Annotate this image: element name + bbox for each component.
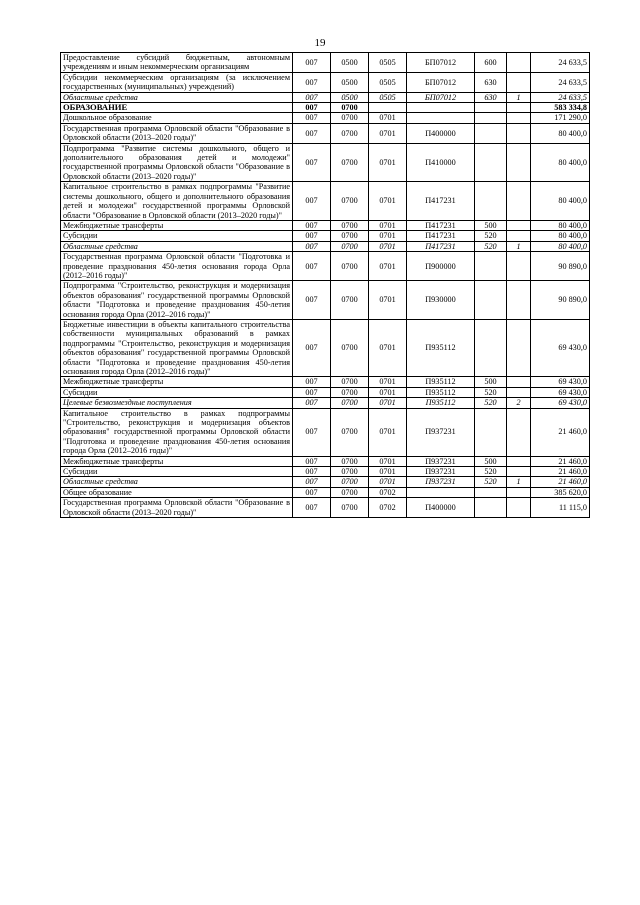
amount-cell: 69 430,0 (531, 387, 590, 397)
funding-source-cell (507, 220, 531, 230)
funding-source-cell (507, 123, 531, 143)
target-article-cell: БП07012 (407, 92, 475, 102)
ministry-code-cell: 007 (293, 377, 331, 387)
section-code-cell: 0700 (331, 113, 369, 123)
subsection-code-cell: 0701 (369, 467, 407, 477)
subsection-code-cell: 0701 (369, 408, 407, 456)
item-name-cell: Общее образование (61, 487, 293, 497)
table-row (61, 143, 590, 182)
table-row (61, 92, 590, 102)
target-article-cell (407, 113, 475, 123)
target-article-cell: П935112 (407, 387, 475, 397)
target-article-cell (407, 103, 475, 113)
amount-cell: 21 460,0 (531, 467, 590, 477)
subsection-code-cell: 0701 (369, 252, 407, 281)
subsection-code-cell (369, 103, 407, 113)
amount-cell: 80 400,0 (531, 182, 590, 221)
ministry-code-cell: 007 (293, 72, 331, 92)
section-code-cell: 0700 (331, 487, 369, 497)
item-name-cell: Бюджетные инвестиции в объекты капитального строительства собственности муниципальных образований в рамках подпрограммы "Строительство, реконструкция и модернизация объектов образования" государственной программы Орловской области "Подготовка и проведение празднования 450-летия основания города Орла (2012–2016 годы)" (61, 319, 293, 376)
funding-source-cell (507, 408, 531, 456)
item-name-cell: Государственная программа Орловской области "Подготовка и проведение празднования 450-летия основания города Орла (2012–2016 годы)" (61, 252, 293, 281)
subsection-code-cell: 0701 (369, 182, 407, 221)
section-code-cell: 0500 (331, 72, 369, 92)
table-row (61, 377, 590, 387)
target-article-cell: П937231 (407, 477, 475, 487)
expense-type-cell: 520 (475, 467, 507, 477)
funding-source-cell (507, 319, 531, 376)
subsection-code-cell: 0701 (369, 456, 407, 466)
funding-source-cell (507, 53, 531, 73)
subsection-code-cell: 0701 (369, 387, 407, 397)
expense-type-cell: 520 (475, 241, 507, 251)
ministry-code-cell: 007 (293, 123, 331, 143)
section-code-cell: 0500 (331, 92, 369, 102)
table-row (61, 281, 590, 320)
target-article-cell: П400000 (407, 123, 475, 143)
ministry-code-cell: 007 (293, 319, 331, 376)
item-name-cell: Дошкольное образование (61, 113, 293, 123)
expense-type-cell (475, 143, 507, 182)
table-row (61, 252, 590, 281)
section-code-cell: 0700 (331, 377, 369, 387)
section-code-cell: 0700 (331, 252, 369, 281)
section-code-cell: 0700 (331, 398, 369, 408)
funding-source-cell: 1 (507, 477, 531, 487)
ministry-code-cell: 007 (293, 182, 331, 221)
expense-type-cell (475, 281, 507, 320)
ministry-code-cell: 007 (293, 398, 331, 408)
funding-source-cell (507, 487, 531, 497)
section-code-cell: 0700 (331, 143, 369, 182)
item-name-cell: Областные средства (61, 241, 293, 251)
target-article-cell: П410000 (407, 143, 475, 182)
ministry-code-cell: 007 (293, 456, 331, 466)
section-code-cell: 0500 (331, 53, 369, 73)
expense-type-cell: 630 (475, 92, 507, 102)
amount-cell: 583 334,8 (531, 103, 590, 113)
item-name-cell: Субсидии (61, 387, 293, 397)
ministry-code-cell: 007 (293, 467, 331, 477)
item-name-cell: Межбюджетные трансферты (61, 456, 293, 466)
section-code-cell: 0700 (331, 408, 369, 456)
subsection-code-cell: 0701 (369, 231, 407, 241)
target-article-cell: П400000 (407, 498, 475, 518)
expense-type-cell: 600 (475, 53, 507, 73)
target-article-cell (407, 487, 475, 497)
item-name-cell: Подпрограмма "Развитие системы дошкольного, общего и дополнительного образования детей и молодежи" государственной программы Орловской области "Образование в Орловской области (2013–2020 годы)" (61, 143, 293, 182)
table-row (61, 498, 590, 518)
funding-source-cell (507, 72, 531, 92)
amount-cell: 80 400,0 (531, 220, 590, 230)
section-code-cell: 0700 (331, 281, 369, 320)
funding-source-cell (507, 252, 531, 281)
target-article-cell: П937231 (407, 408, 475, 456)
table-row (61, 103, 590, 113)
table-row (61, 456, 590, 466)
amount-cell: 171 290,0 (531, 113, 590, 123)
funding-source-cell: 2 (507, 398, 531, 408)
table-row (61, 231, 590, 241)
item-name-cell: Межбюджетные трансферты (61, 220, 293, 230)
table-row (61, 123, 590, 143)
amount-cell: 385 620,0 (531, 487, 590, 497)
amount-cell: 69 430,0 (531, 319, 590, 376)
table-row (61, 53, 590, 73)
subsection-code-cell: 0702 (369, 498, 407, 518)
expense-type-cell (475, 123, 507, 143)
amount-cell: 21 460,0 (531, 456, 590, 466)
amount-cell: 80 400,0 (531, 241, 590, 251)
ministry-code-cell: 007 (293, 103, 331, 113)
target-article-cell: П900000 (407, 252, 475, 281)
subsection-code-cell: 0701 (369, 319, 407, 376)
funding-source-cell (507, 231, 531, 241)
expense-type-cell: 520 (475, 387, 507, 397)
section-code-cell: 0700 (331, 456, 369, 466)
subsection-code-cell: 0701 (369, 123, 407, 143)
funding-source-cell (507, 377, 531, 387)
item-name-cell: Подпрограмма "Строительство, реконструкция и модернизация объектов образования" государственной программы Орловской области "Подготовка и проведение празднования 450-летия основания города Орла (2012–2016 годы)" (61, 281, 293, 320)
expense-type-cell (475, 487, 507, 497)
amount-cell: 69 430,0 (531, 398, 590, 408)
item-name-cell: ОБРАЗОВАНИЕ (61, 103, 293, 113)
subsection-code-cell: 0701 (369, 398, 407, 408)
expense-type-cell: 500 (475, 456, 507, 466)
subsection-code-cell: 0701 (369, 281, 407, 320)
section-code-cell: 0700 (331, 477, 369, 487)
funding-source-cell: 1 (507, 241, 531, 251)
amount-cell: 80 400,0 (531, 143, 590, 182)
subsection-code-cell: 0505 (369, 53, 407, 73)
table-row (61, 220, 590, 230)
funding-source-cell (507, 113, 531, 123)
table-row (61, 408, 590, 456)
section-code-cell: 0700 (331, 498, 369, 518)
ministry-code-cell: 007 (293, 477, 331, 487)
section-code-cell: 0700 (331, 467, 369, 477)
funding-source-cell (507, 456, 531, 466)
budget-table (60, 52, 590, 518)
subsection-code-cell: 0701 (369, 241, 407, 251)
item-name-cell: Предоставление субсидий бюджетным, автономным учреждениям и иным некоммерческим организациям (61, 53, 293, 73)
amount-cell: 80 400,0 (531, 123, 590, 143)
section-code-cell: 0700 (331, 103, 369, 113)
item-name-cell: Субсидии некоммерческим организациям (за исключением государственных (муниципальных) учреждений) (61, 72, 293, 92)
table-body (61, 53, 590, 518)
subsection-code-cell: 0701 (369, 113, 407, 123)
target-article-cell: П935112 (407, 319, 475, 376)
expense-type-cell: 500 (475, 377, 507, 387)
funding-source-cell (507, 143, 531, 182)
target-article-cell: П417231 (407, 220, 475, 230)
funding-source-cell (507, 467, 531, 477)
expense-type-cell (475, 113, 507, 123)
ministry-code-cell: 007 (293, 220, 331, 230)
target-article-cell: П935112 (407, 398, 475, 408)
funding-source-cell (507, 182, 531, 221)
page-number: 19 (314, 37, 326, 49)
item-name-cell: Капитальное строительство в рамках подпрограммы "Развитие системы дошкольного, общего и дополнительного образования детей и молодежи" государственной программы Орловской области "Образование в Орловской области (2013–2020 годы)" (61, 182, 293, 221)
subsection-code-cell: 0701 (369, 377, 407, 387)
expense-type-cell: 630 (475, 72, 507, 92)
item-name-cell: Субсидии (61, 231, 293, 241)
amount-cell: 21 460,0 (531, 408, 590, 456)
subsection-code-cell: 0505 (369, 92, 407, 102)
item-name-cell: Государственная программа Орловской области "Образование в Орловской области (2013–2020 годы)" (61, 498, 293, 518)
ministry-code-cell: 007 (293, 498, 331, 518)
expense-type-cell (475, 408, 507, 456)
item-name-cell: Государственная программа Орловской области "Образование в Орловской области (2013–2020 годы)" (61, 123, 293, 143)
ministry-code-cell: 007 (293, 143, 331, 182)
item-name-cell: Областные средства (61, 477, 293, 487)
item-name-cell: Межбюджетные трансферты (61, 377, 293, 387)
target-article-cell: П937231 (407, 467, 475, 477)
item-name-cell: Областные средства (61, 92, 293, 102)
item-name-cell: Капитальное строительство в рамках подпрограммы "Строительство, реконструкция и модернизация объектов образования" государственной программы Орловской области "Подготовка и проведение празднования 450-летия основания города Орла (2012–2016 годы)" (61, 408, 293, 456)
table-row (61, 398, 590, 408)
table-row (61, 72, 590, 92)
funding-source-cell: 1 (507, 92, 531, 102)
amount-cell: 24 633,5 (531, 72, 590, 92)
expense-type-cell: 520 (475, 231, 507, 241)
ministry-code-cell: 007 (293, 53, 331, 73)
amount-cell: 80 400,0 (531, 231, 590, 241)
target-article-cell: П417231 (407, 182, 475, 221)
expense-type-cell (475, 182, 507, 221)
subsection-code-cell: 0505 (369, 72, 407, 92)
target-article-cell: П417231 (407, 231, 475, 241)
section-code-cell: 0700 (331, 123, 369, 143)
ministry-code-cell: 007 (293, 387, 331, 397)
subsection-code-cell: 0701 (369, 143, 407, 182)
ministry-code-cell: 007 (293, 241, 331, 251)
target-article-cell: БП07012 (407, 53, 475, 73)
ministry-code-cell: 007 (293, 92, 331, 102)
amount-cell: 24 633,5 (531, 92, 590, 102)
table-row (61, 241, 590, 251)
item-name-cell: Субсидии (61, 467, 293, 477)
section-code-cell: 0700 (331, 319, 369, 376)
ministry-code-cell: 007 (293, 252, 331, 281)
ministry-code-cell: 007 (293, 487, 331, 497)
amount-cell: 11 115,0 (531, 498, 590, 518)
expense-type-cell (475, 498, 507, 518)
expense-type-cell (475, 252, 507, 281)
item-name-cell: Целевые безвозмездные поступления (61, 398, 293, 408)
table-row (61, 487, 590, 497)
table-row (61, 319, 590, 376)
amount-cell: 90 890,0 (531, 281, 590, 320)
subsection-code-cell: 0702 (369, 487, 407, 497)
table-row (61, 113, 590, 123)
target-article-cell: П937231 (407, 456, 475, 466)
table-row (61, 182, 590, 221)
expense-type-cell (475, 103, 507, 113)
ministry-code-cell: 007 (293, 281, 331, 320)
funding-source-cell (507, 281, 531, 320)
target-article-cell: П417231 (407, 241, 475, 251)
target-article-cell: П935112 (407, 377, 475, 387)
section-code-cell: 0700 (331, 241, 369, 251)
target-article-cell: БП07012 (407, 72, 475, 92)
section-code-cell: 0700 (331, 182, 369, 221)
table-row (61, 387, 590, 397)
expense-type-cell: 520 (475, 477, 507, 487)
ministry-code-cell: 007 (293, 231, 331, 241)
expense-type-cell: 500 (475, 220, 507, 230)
table-row (61, 467, 590, 477)
funding-source-cell (507, 498, 531, 518)
section-code-cell: 0700 (331, 220, 369, 230)
table-row (61, 477, 590, 487)
section-code-cell: 0700 (331, 387, 369, 397)
subsection-code-cell: 0701 (369, 477, 407, 487)
ministry-code-cell: 007 (293, 113, 331, 123)
amount-cell: 69 430,0 (531, 377, 590, 387)
amount-cell: 21 460,0 (531, 477, 590, 487)
funding-source-cell (507, 103, 531, 113)
expense-type-cell: 520 (475, 398, 507, 408)
amount-cell: 90 890,0 (531, 252, 590, 281)
amount-cell: 24 633,5 (531, 53, 590, 73)
section-code-cell: 0700 (331, 231, 369, 241)
ministry-code-cell: 007 (293, 408, 331, 456)
target-article-cell: П930000 (407, 281, 475, 320)
funding-source-cell (507, 387, 531, 397)
subsection-code-cell: 0701 (369, 220, 407, 230)
expense-type-cell (475, 319, 507, 376)
